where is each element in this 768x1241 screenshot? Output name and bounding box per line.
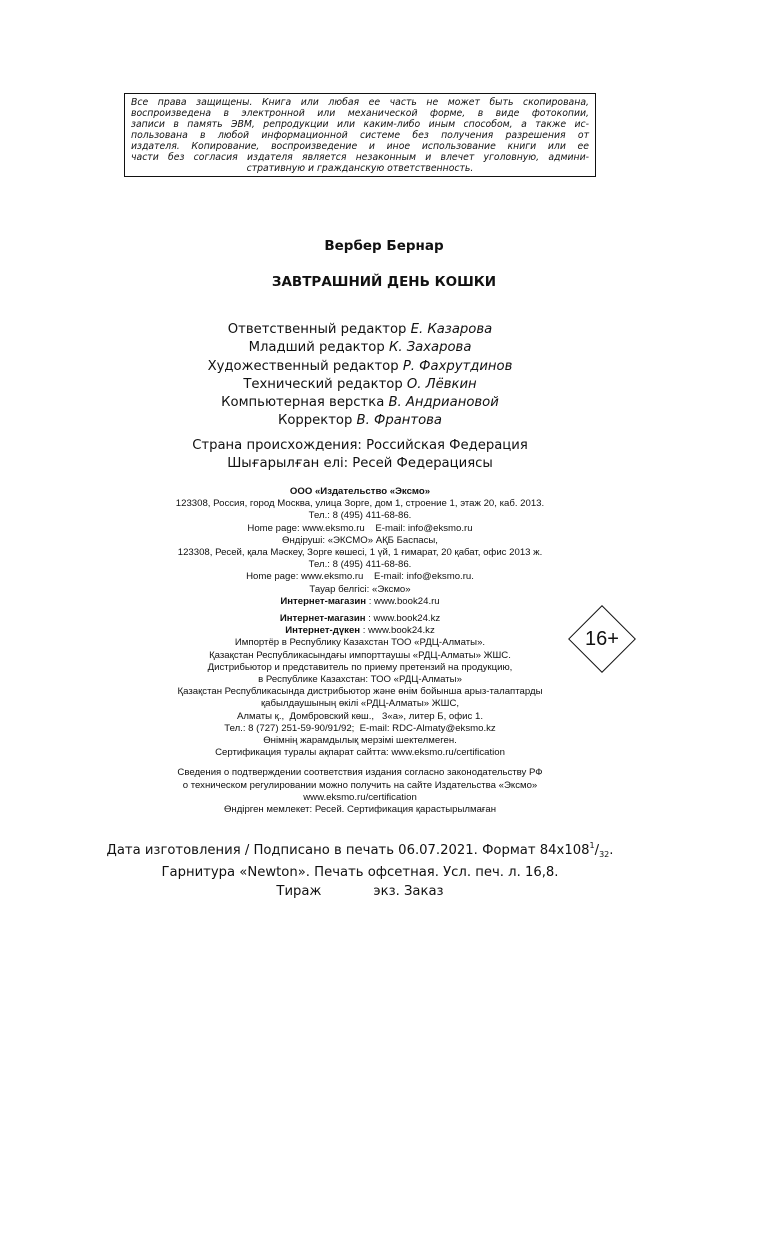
origin-kz: Шығарылған елі: Ресей Федерациясы [227,456,493,472]
age-rating-badge [568,605,636,673]
online-shop-label: Интернет-магазин [280,595,367,607]
credit-role: Художественный редактор [207,358,399,374]
publisher-web: Home page: www.eksmo.ru E-mail: info@eksmo.ru [247,522,473,534]
credit-row [0,394,720,412]
online-shop-url: : www.book24.kz [365,613,441,625]
publisher-phone-kz: Тел.: 8 (495) 411-68-86. [308,559,412,571]
online-shop-url: : www.book24.ru [366,595,440,607]
credit-role: Ответственный редактор [227,322,407,337]
copyright-line: воспроизведена в электронной или механической форме, в виде фотокопии, [131,108,589,119]
credit-row [0,412,720,430]
online-shop-label: Интернет-магазин [279,613,366,625]
publisher-phone: Тел.: 8 (495) 411-68-86. [308,510,412,522]
online-shop-label: Интернет-дүкен [285,625,361,637]
producer-kz: Өндіруші: «ЭКСМО» АҚБ Баспасы, [282,534,438,546]
kz-line: Импортёр в Республику Казахстан ТОО «РДЦ-Алматы». [234,637,486,649]
print-line-1: Дата изготовления / Подписано в печать 06.07.2021. Формат $84x108^1/_{32}$. [106,841,614,859]
kz-line: Алматы қ., Домбровский көш., 3«а», литер Б, офис 1. [237,710,483,722]
order-label: экз. Заказ [373,883,444,899]
copyright-line: пользована в любой информационной системе без получения разрешения от [131,130,589,141]
copyright-line: записи в память ЭВМ, репродукции или каким-либо иным способом, а также ис- [131,119,589,130]
copyright-line: стративную и гражданскую ответственность. [246,163,474,174]
credit-role: Технический редактор [243,376,403,392]
credit-role: Компьютерная верстка [221,395,385,411]
copyright-line: части без согласия издателя является незаконным и влечет уголовную, админи- [131,152,589,163]
credit-name: К. Захарова [388,340,472,356]
print-line-3 [0,883,720,901]
credit-name: В. Андриановой [388,395,499,411]
credit-row [0,321,720,339]
editorial-credits [0,321,720,431]
certification-line: www.eksmo.ru/certification [303,791,417,803]
credit-role: Младший редактор [248,340,385,356]
credit-name: О. Лёвкин [406,376,477,392]
publisher-address: 123308, Россия, город Москва, улица Зорге, дом 1, строение 1, этаж 20, каб. 2013. [175,498,545,510]
certification-line: Өндірген мемлекет: Ресей. Сертификация қарастырылмаған [223,804,497,816]
copyright-line: издателя. Копирование, воспроизведение и иное использование книги или ее [131,141,589,152]
print-details [0,837,720,901]
copyright-notice-box [124,93,596,177]
publisher-name: ООО «Издательство «Эксмо» [289,486,431,497]
age-rating-label: 16+ [585,628,619,650]
kz-line: Қазақстан Республикасындағы импорттаушы «РДЦ-Алматы» ЖШС. [209,649,511,661]
credit-row [0,339,720,357]
kz-line: қабылдаушының өкілі «РДЦ-Алматы» ЖШС, [260,698,460,710]
credit-name: В. Франтова [356,413,443,429]
publisher-web-kz: Home page: www.eksmo.ru E-mail: info@eksmo.ru. [246,571,474,583]
book-title: ЗАВТРАШНИЙ ДЕНЬ КОШКИ [271,274,497,290]
credit-name: Р. Фахрутдинов [402,358,513,374]
format-fraction-denominator: 32 [599,850,610,859]
kz-line: Тел.: 8 (727) 251-59-90/91/92; E-mail: RDC-Almaty@eksmo.kz [224,722,496,734]
country-of-origin [0,437,720,474]
kz-line: Дистрибьютор и представитель по приему претензий на продукцию, [207,661,513,673]
kz-line: Сертификация туралы ақпарат сайтта: www.eksmo.ru/certification [215,747,505,759]
print-line-1-suffix: . [609,843,614,858]
print-line-2: Гарнитура «Newton». Печать офсетная. Усл. печ. л. 16,8. [161,865,559,881]
author-name: Вербер Бернар [324,238,444,254]
print-run-label: Тираж [276,883,322,899]
origin-ru: Страна происхождения: Российская Федерация [192,438,528,453]
credit-row [0,358,720,376]
format-fraction-numerator: 1 [589,841,595,850]
print-date-format: Дата изготовления / Подписано в печать 06.07.2021. Формат 84x108 [106,843,590,858]
trademark: Тауар белгісі: «Эксмо» [309,583,411,595]
certification-line: о техническом регулировании можно получить на сайте Издательства «Эксмо» [182,779,538,791]
credit-row [0,376,720,394]
credit-name: Е. Казарова [410,322,493,337]
credit-role: Корректор [277,413,353,429]
copyright-line: Все права защищены. Книга или любая ее часть не может быть скопирована, [131,97,589,108]
publisher-address-kz: 123308, Ресей, қала Мәскеу, Зорге көшесі, 1 үй, 1 ғимарат, 20 қабат, офис 2013 ж. [177,547,543,559]
kz-line: Өнімнің жарамдылық мерзімі шектелмеген. [263,735,457,747]
online-shop-url: : www.book24.kz [360,625,435,637]
kz-line: Қазақстан Республикасында дистрибьютор және өнім бойынша арыз-талаптарды [177,686,543,698]
kz-line: в Республике Казахстан: ТОО «РДЦ-Алматы» [258,674,462,686]
certification-line: Сведения о подтверждении соответствия издания согласно законодательству РФ [177,767,543,779]
